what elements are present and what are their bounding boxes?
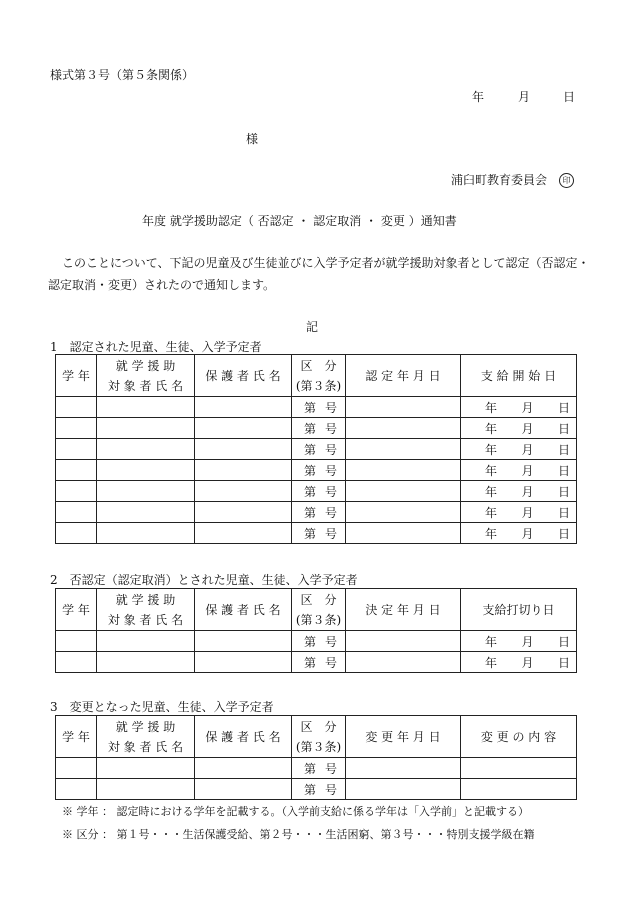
go-label: 号 (324, 526, 337, 541)
year-label: 年 (485, 400, 498, 415)
day-label: 日 (557, 484, 570, 499)
target-name-cell[interactable] (97, 460, 195, 481)
col-change-date: 変 更 年 月 日 (346, 716, 461, 758)
table-header-row (56, 716, 577, 758)
date-year-label: 年 (472, 90, 485, 104)
dai-label: 第 (304, 421, 317, 436)
go-label: 号 (324, 634, 337, 649)
col-target: 就 学 援 助 対 象 者 氏 名 (97, 716, 195, 758)
day-label: 日 (557, 463, 570, 478)
guardian-name-cell[interactable] (195, 481, 292, 502)
date-cell[interactable] (346, 481, 461, 502)
col-guardian: 保 護 者 氏 名 (195, 716, 292, 758)
dai-label: 第 (304, 463, 317, 478)
date-cell[interactable] (346, 758, 461, 779)
date2-cell[interactable] (461, 523, 577, 544)
target-name-cell[interactable] (97, 439, 195, 460)
month-label: 月 (521, 484, 534, 499)
category-cell[interactable] (292, 460, 346, 481)
guardian-name-cell[interactable] (195, 652, 292, 673)
body-line-1: このことについて、下記の児童及び生徒並びに入学予定者が就学援助対象者として認定（否認定・ (62, 256, 590, 270)
grade-cell[interactable] (56, 779, 97, 800)
month-label: 月 (521, 463, 534, 478)
grade-cell[interactable] (56, 523, 97, 544)
date2-cell[interactable] (461, 460, 577, 481)
table-row (56, 652, 577, 673)
addressee-suffix: 様 (246, 132, 259, 146)
table-row (56, 779, 577, 800)
col-guardian: 保 護 者 氏 名 (195, 355, 292, 397)
date-month-label: 月 (518, 90, 531, 104)
grade-cell[interactable] (56, 652, 97, 673)
col-grade: 学 年 (56, 589, 97, 631)
date2-cell[interactable] (461, 397, 577, 418)
category-cell[interactable] (292, 631, 346, 652)
date2-cell[interactable] (461, 758, 577, 779)
day-label: 日 (557, 421, 570, 436)
year-label: 年 (485, 505, 498, 520)
target-name-cell[interactable] (97, 779, 195, 800)
year-label: 年 (485, 421, 498, 436)
document-title: 年度 就学援助認定（ 否認定 ・ 認定取消 ・ 変更 ）通知書 (142, 214, 457, 228)
dai-label: 第 (304, 484, 317, 499)
month-label: 月 (521, 442, 534, 457)
go-label: 号 (324, 421, 337, 436)
table-header-row (56, 355, 577, 397)
go-label: 号 (324, 442, 337, 457)
guardian-name-cell[interactable] (195, 523, 292, 544)
date-cell[interactable] (346, 439, 461, 460)
target-name-cell[interactable] (97, 481, 195, 502)
grade-cell[interactable] (56, 631, 97, 652)
date2-cell[interactable] (461, 779, 577, 800)
table-row (56, 523, 577, 544)
year-label: 年 (485, 655, 498, 670)
dai-label: 第 (304, 400, 317, 415)
guardian-name-cell[interactable] (195, 397, 292, 418)
section2-table (55, 588, 577, 673)
table-row (56, 460, 577, 481)
dai-label: 第 (304, 442, 317, 457)
table-row (56, 481, 577, 502)
year-label: 年 (485, 484, 498, 499)
guardian-name-cell[interactable] (195, 779, 292, 800)
grade-cell[interactable] (56, 397, 97, 418)
table-header-row (56, 589, 577, 631)
go-label: 号 (324, 761, 337, 776)
date-cell[interactable] (346, 779, 461, 800)
day-label: 日 (557, 505, 570, 520)
issuer-name: 浦臼町教育委員会 (451, 173, 548, 187)
month-label: 月 (521, 400, 534, 415)
date2-cell[interactable] (461, 439, 577, 460)
dai-label: 第 (304, 634, 317, 649)
grade-cell[interactable] (56, 481, 97, 502)
category-cell[interactable] (292, 481, 346, 502)
col-change-detail: 変 更 の 内 容 (461, 716, 577, 758)
col-category: 区 分 (第３条) (292, 716, 346, 758)
go-label: 号 (324, 655, 337, 670)
dai-label: 第 (304, 761, 317, 776)
col-end-date: 支給打切り日 (461, 589, 577, 631)
category-cell[interactable] (292, 502, 346, 523)
date2-cell[interactable] (461, 418, 577, 439)
day-label: 日 (557, 634, 570, 649)
col-grade: 学 年 (56, 355, 97, 397)
month-label: 月 (521, 526, 534, 541)
day-label: 日 (557, 655, 570, 670)
target-name-cell[interactable] (97, 502, 195, 523)
day-label: 日 (557, 442, 570, 457)
section1-table (55, 354, 577, 544)
year-label: 年 (485, 526, 498, 541)
date-cell[interactable] (346, 652, 461, 673)
date-cell[interactable] (346, 631, 461, 652)
target-name-cell[interactable] (97, 758, 195, 779)
date2-cell[interactable] (461, 652, 577, 673)
grade-cell[interactable] (56, 460, 97, 481)
go-label: 号 (324, 484, 337, 499)
guardian-name-cell[interactable] (195, 631, 292, 652)
guardian-name-cell[interactable] (195, 502, 292, 523)
col-grade: 学 年 (56, 716, 97, 758)
go-label: 号 (324, 400, 337, 415)
col-target: 就 学 援 助 対 象 者 氏 名 (97, 355, 195, 397)
date-cell[interactable] (346, 418, 461, 439)
date-cell[interactable] (346, 397, 461, 418)
category-cell[interactable] (292, 758, 346, 779)
table-row (56, 631, 577, 652)
date-cell[interactable] (346, 460, 461, 481)
dai-label: 第 (304, 505, 317, 520)
col-category: 区 分 (第３条) (292, 589, 346, 631)
grade-cell[interactable] (56, 439, 97, 460)
table-row (56, 418, 577, 439)
month-label: 月 (521, 421, 534, 436)
month-label: 月 (521, 505, 534, 520)
day-label: 日 (557, 526, 570, 541)
dai-label: 第 (304, 526, 317, 541)
guardian-name-cell[interactable] (195, 460, 292, 481)
body-line-2: 認定取消・変更）されたので通知します。 (48, 278, 276, 292)
year-label: 年 (485, 463, 498, 478)
category-cell[interactable] (292, 418, 346, 439)
day-label: 日 (557, 400, 570, 415)
col-start-date: 支 給 開 始 日 (461, 355, 577, 397)
date-cell[interactable] (346, 502, 461, 523)
col-category: 区 分 (第３条) (292, 355, 346, 397)
date-day-label: 日 (563, 90, 576, 104)
note-grade: ※ 学年 ： 認定時における学年を記載する。（入学前支給に係る学年は「入学前」と記載する） (62, 805, 529, 818)
guardian-name-cell[interactable] (195, 758, 292, 779)
issuer (451, 171, 574, 188)
go-label: 号 (324, 463, 337, 478)
grade-cell[interactable] (56, 502, 97, 523)
col-date: 認 定 年 月 日 (346, 355, 461, 397)
guardian-name-cell[interactable] (195, 418, 292, 439)
col-target: 就 学 援 助 対 象 者 氏 名 (97, 589, 195, 631)
section3-heading: 3 変更となった児童、生徒、入学予定者 (50, 700, 274, 714)
section3-table (55, 715, 577, 800)
table-row (56, 758, 577, 779)
year-label: 年 (485, 634, 498, 649)
form-number: 様式第３号（第５条関係） (50, 68, 195, 82)
month-label: 月 (521, 655, 534, 670)
date2-cell[interactable] (461, 631, 577, 652)
table-row (56, 439, 577, 460)
category-cell[interactable] (292, 523, 346, 544)
target-name-cell[interactable] (97, 523, 195, 544)
category-cell[interactable] (292, 652, 346, 673)
date2-cell[interactable] (461, 481, 577, 502)
month-label: 月 (521, 634, 534, 649)
table-row (56, 502, 577, 523)
target-name-cell[interactable] (97, 397, 195, 418)
section1-heading: 1 認定された児童、生徒、入学予定者 (50, 340, 262, 354)
section2-heading: 2 否認定（認定取消）とされた児童、生徒、入学予定者 (50, 573, 358, 587)
col-date: 決 定 年 月 日 (346, 589, 461, 631)
target-name-cell[interactable] (97, 652, 195, 673)
ki-label: 記 (306, 320, 319, 334)
go-label: 号 (324, 505, 337, 520)
category-cell[interactable] (292, 439, 346, 460)
year-label: 年 (485, 442, 498, 457)
dai-label: 第 (304, 782, 317, 797)
table-row (56, 397, 577, 418)
target-name-cell[interactable] (97, 631, 195, 652)
grade-cell[interactable] (56, 418, 97, 439)
go-label: 号 (324, 782, 337, 797)
guardian-name-cell[interactable] (195, 439, 292, 460)
date2-cell[interactable] (461, 502, 577, 523)
dai-label: 第 (304, 655, 317, 670)
grade-cell[interactable] (56, 758, 97, 779)
date-cell[interactable] (346, 523, 461, 544)
category-cell[interactable] (292, 779, 346, 800)
category-cell[interactable] (292, 397, 346, 418)
note-category: ※ 区分 ： 第１号・・・生活保護受給、第２号・・・生活困窮、第３号・・・特別支援学級在籍 (62, 828, 535, 841)
seal-icon: 印 (559, 173, 574, 188)
target-name-cell[interactable] (97, 418, 195, 439)
col-guardian: 保 護 者 氏 名 (195, 589, 292, 631)
